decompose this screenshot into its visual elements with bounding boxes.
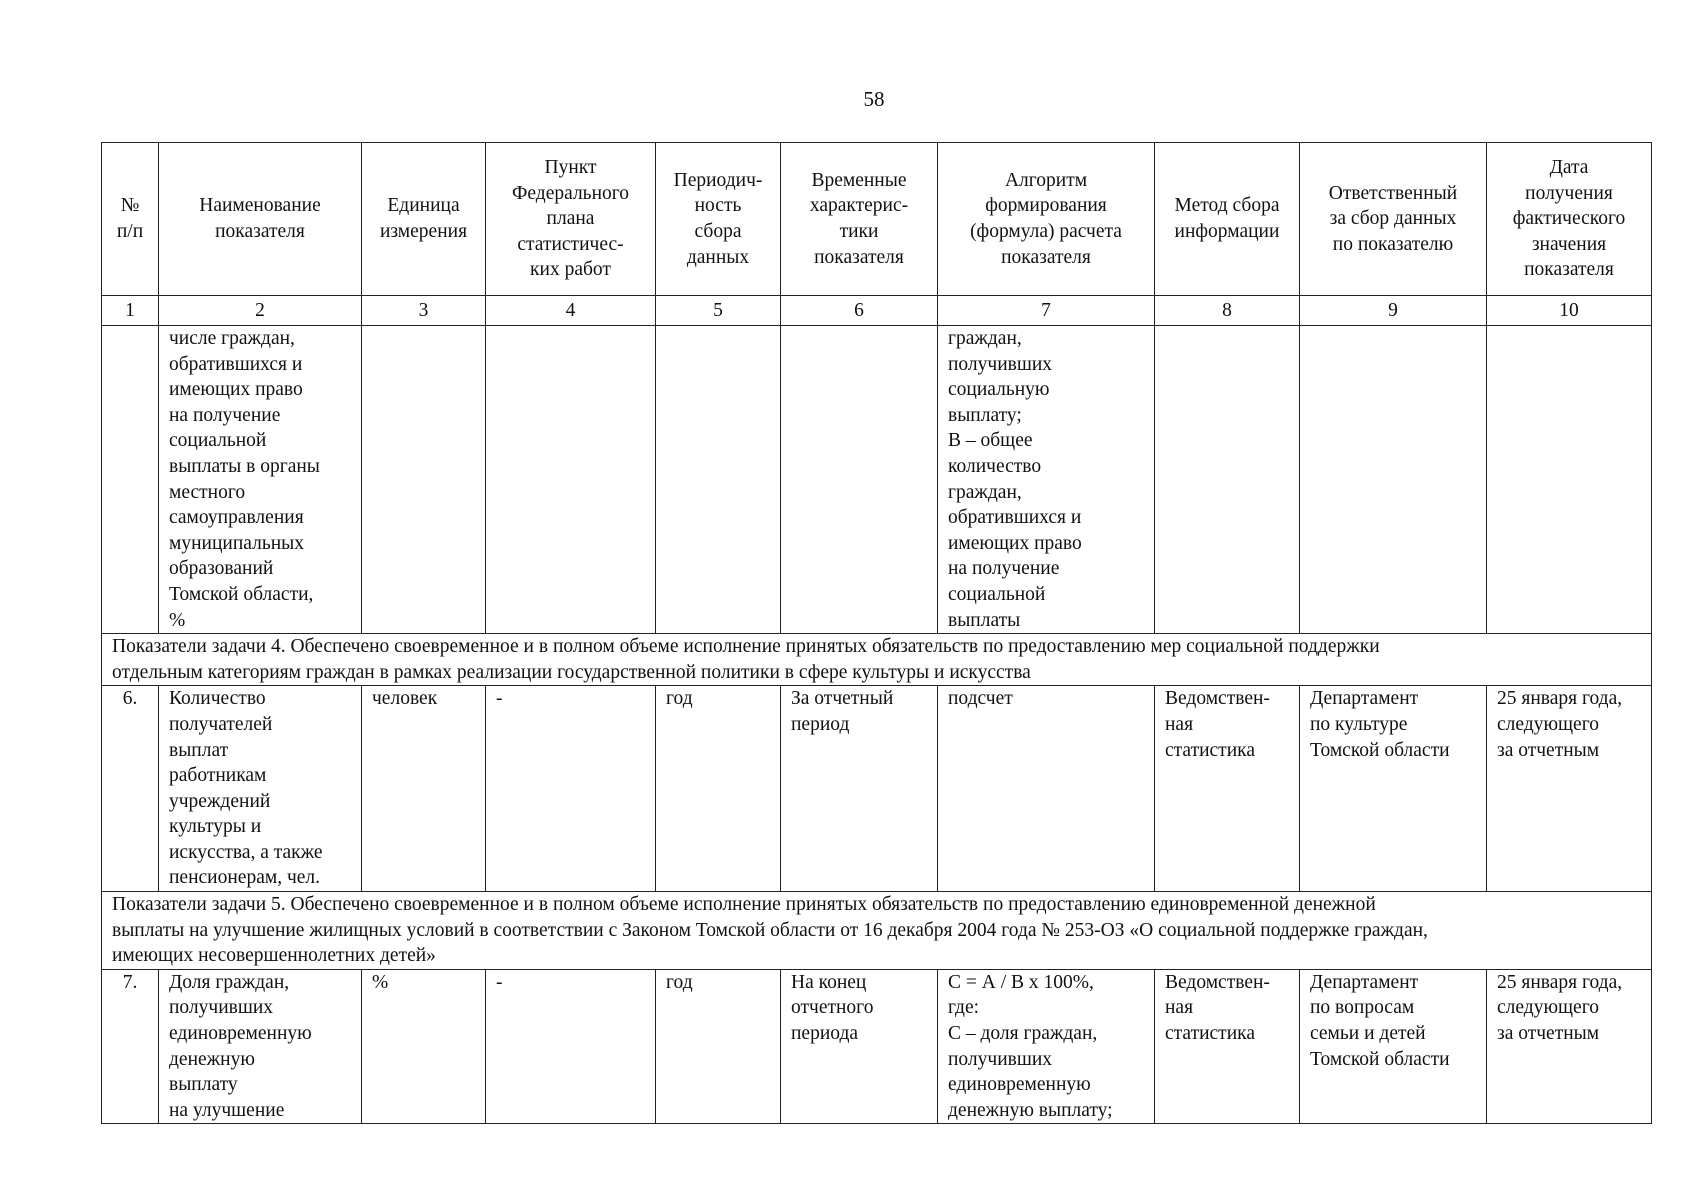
cell-collection-method [1155, 326, 1300, 634]
header-cell-federal-plan-item: Пункт Федерального плана статистичес- ких работ [486, 143, 656, 296]
header-cell-periodicity: Периодич- ность сбора данных [656, 143, 781, 296]
cell-indicator-name: Количество получателей выплат работникам учреждений культуры и искусства, а также пенсионерам, чел. [159, 686, 362, 892]
header-cell-collection-method: Метод сбора информации [1155, 143, 1300, 296]
table-row-7 [102, 969, 1652, 1124]
cell-time-characteristics [781, 326, 938, 634]
column-number-row [102, 296, 1652, 326]
column-number: 7 [938, 296, 1155, 326]
cell-collection-method: Ведомствен- ная статистика [1155, 969, 1300, 1124]
header-cell-time-characteristics: Временные характерис- тики показателя [781, 143, 938, 296]
header-cell-unit: Единица измерения [362, 143, 486, 296]
cell-periodicity [656, 326, 781, 634]
header-cell-algorithm: Алгоритм формирования (формула) расчета показателя [938, 143, 1155, 296]
cell-federal-plan-item: - [486, 969, 656, 1124]
cell-time-characteristics: За отчетный период [781, 686, 938, 892]
cell-responsible: Департамент по вопросам семьи и детей Томской области [1300, 969, 1487, 1124]
cell-time-characteristics: На конец отчетного периода [781, 969, 938, 1124]
cell-federal-plan-item [486, 326, 656, 634]
cell-algorithm: граждан, получивших социальную выплату; В – общее количество граждан, обратившихся и имеющих право на получение социальной выплаты [938, 326, 1155, 634]
cell-unit: % [362, 969, 486, 1124]
cell-collection-method: Ведомствен- ная статистика [1155, 686, 1300, 892]
cell-federal-plan-item: - [486, 686, 656, 892]
cell-indicator-name: Доля граждан, получивших единовременную денежную выплату на улучшение [159, 969, 362, 1124]
cell-algorithm: С = А / В х 100%, где: С – доля граждан, получивших единовременную денежную выплату; [938, 969, 1155, 1124]
column-number: 10 [1487, 296, 1652, 326]
section-row-task-4 [102, 634, 1652, 686]
cell-number: 7. [102, 969, 159, 1124]
header-cell-responsible: Ответственный за сбор данных по показателю [1300, 143, 1487, 296]
column-number: 4 [486, 296, 656, 326]
cell-periodicity: год [656, 969, 781, 1124]
cell-date: 25 января года, следующего за отчетным [1487, 969, 1652, 1124]
header-cell-indicator-name: Наименование показателя [159, 143, 362, 296]
section-heading-task-5: Показатели задачи 5. Обеспечено своевременное и в полном объеме исполнение принятых обязательств по предоставлению единовременной денежной выплаты на улучшение жилищных условий в соответствии с Законом Томской области от 16 декабря 2004 года № 253-ОЗ «О социальной поддержке граждан, имеющих несовершеннолетних детей» [102, 892, 1652, 970]
header-row [102, 143, 1652, 296]
cell-periodicity: год [656, 686, 781, 892]
column-number: 9 [1300, 296, 1487, 326]
table-row-6 [102, 686, 1652, 892]
cell-algorithm: подсчет [938, 686, 1155, 892]
cell-date [1487, 326, 1652, 634]
cell-date: 25 января года, следующего за отчетным [1487, 686, 1652, 892]
cell-unit: человек [362, 686, 486, 892]
cell-indicator-name: числе граждан, обратившихся и имеющих право на получение социальной выплаты в органы местного самоуправления муниципальных образований Томской области, % [159, 326, 362, 634]
cell-responsible: Департамент по культуре Томской области [1300, 686, 1487, 892]
column-number: 1 [102, 296, 159, 326]
column-number: 3 [362, 296, 486, 326]
header-cell-number: № п/п [102, 143, 159, 296]
header-cell-date: Дата получения фактического значения показателя [1487, 143, 1652, 296]
column-number: 5 [656, 296, 781, 326]
column-number: 2 [159, 296, 362, 326]
section-heading-task-4: Показатели задачи 4. Обеспечено своевременное и в полном объеме исполнение принятых обязательств по предоставлению мер социальной поддержки отдельным категориям граждан в рамках реализации государственной политики в сфере культуры и искусства [102, 634, 1652, 686]
cell-number: 6. [102, 686, 159, 892]
cell-unit [362, 326, 486, 634]
indicators-table [101, 142, 1652, 1124]
cell-number [102, 326, 159, 634]
cell-responsible [1300, 326, 1487, 634]
column-number: 8 [1155, 296, 1300, 326]
table-row-continued [102, 326, 1652, 634]
column-number: 6 [781, 296, 938, 326]
section-row-task-5 [102, 892, 1652, 970]
page-number: 58 [863, 87, 885, 111]
